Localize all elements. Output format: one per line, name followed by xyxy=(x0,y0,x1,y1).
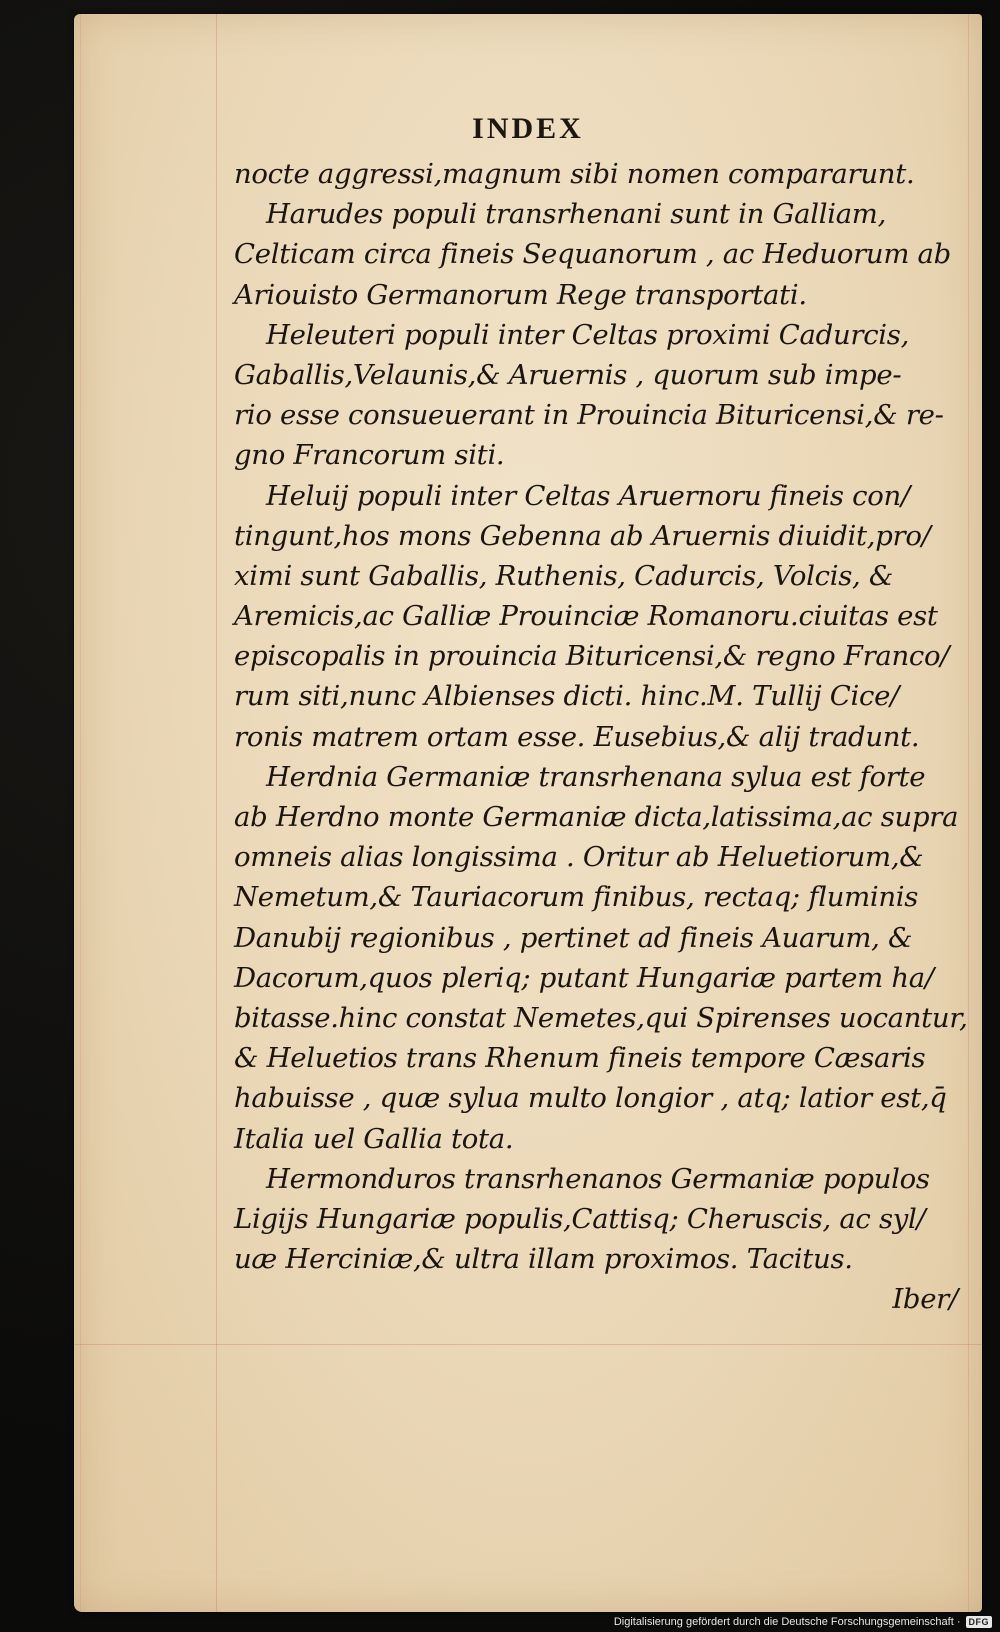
text-line: Aremicis,ac Galliæ Prouinciæ Romanoru.ciuitas est xyxy=(234,600,938,633)
text-line: habuisse , quæ sylua multo longior , atq; latior est,q̄ xyxy=(234,1082,947,1115)
text-line: nocte aggressi,magnum sibi nomen compararunt. xyxy=(234,158,915,190)
text-line: Nemetum,& Tauriacorum finibus, rectaq; fluminis xyxy=(234,881,919,914)
text-line: Hermonduros transrhenanos Germaniæ populos xyxy=(266,1162,930,1195)
text-line: Italia uel Gallia tota. xyxy=(234,1122,514,1155)
margin-rule-left xyxy=(216,14,217,1612)
text-line: rio esse consueuerant in Prouincia Bituricensi,& re- xyxy=(234,399,944,432)
book-page xyxy=(74,14,982,1612)
text-line: ab Herdno monte Germaniæ dicta,latissima,ac supra xyxy=(234,801,959,833)
text-line: Ligijs Hungariæ populis,Cattisq; Cheruscis, ac syl/ xyxy=(234,1202,926,1235)
text-line: episcopalis in prouincia Bituricensi,& regno Franco/ xyxy=(234,640,950,673)
text-line: ximi sunt Gaballis, Ruthenis, Cadurcis, Volcis, & xyxy=(234,559,894,592)
text-line: uæ Herciniæ,& ultra illam proximos. Tacitus. xyxy=(234,1243,853,1276)
margin-rule-bottom xyxy=(74,1344,982,1345)
text-line: omneis alias longissima . Oritur ab Heluetiorum,& xyxy=(234,841,924,874)
text-line: Heleuteri populi inter Celtas proximi Cadurcis, xyxy=(266,318,910,351)
text-line: tingunt,hos mons Gebenna ab Aruernis diuidit,pro/ xyxy=(234,519,931,552)
text-line: rum siti,nunc Albienses dicti. hinc.M. Tullij Cice/ xyxy=(234,680,900,713)
body-text xyxy=(234,154,974,1319)
text-line: Celticam circa fineis Sequanorum , ac Heduorum ab xyxy=(234,238,951,271)
footer-credit: Digitalisierung gefördert durch die Deutsche Forschungsgemeinschaft · xyxy=(613,1616,961,1628)
text-line: & Heluetios trans Rhenum fineis tempore Cæsaris xyxy=(234,1042,926,1075)
text-line: Danubij regionibus , pertinet ad fineis Auarum, & xyxy=(234,921,913,954)
margin-rule-inner xyxy=(80,14,81,1612)
text-line: bitasse.hinc constat Nemetes,qui Spirenses uocantur, xyxy=(234,1001,968,1034)
digitization-footer xyxy=(614,1616,992,1628)
text-line: Ariouisto Germanorum Rege transportati. xyxy=(234,278,807,311)
text-line: Gaballis,Velaunis,& Aruernis , quorum sub impe- xyxy=(234,358,902,391)
text-line: Harudes populi transrhenani sunt in Galliam, xyxy=(266,198,887,231)
text-line: Herdnia Germaniæ transrhenana sylua est forte xyxy=(266,760,926,793)
text-line: Dacorum,quos pleriq; putant Hungariæ partem ha/ xyxy=(234,961,934,994)
text-line: Heluij populi inter Celtas Aruernoru fineis con/ xyxy=(266,479,910,512)
text-line: gno Francorum siti. xyxy=(234,439,505,472)
dfg-logo-icon: DFG xyxy=(966,1616,993,1628)
page-header: INDEX xyxy=(472,112,584,145)
text-line: ronis matrem ortam esse. Eusebius,& alij tradunt. xyxy=(234,720,920,753)
catchword: Iber/ xyxy=(892,1283,958,1316)
